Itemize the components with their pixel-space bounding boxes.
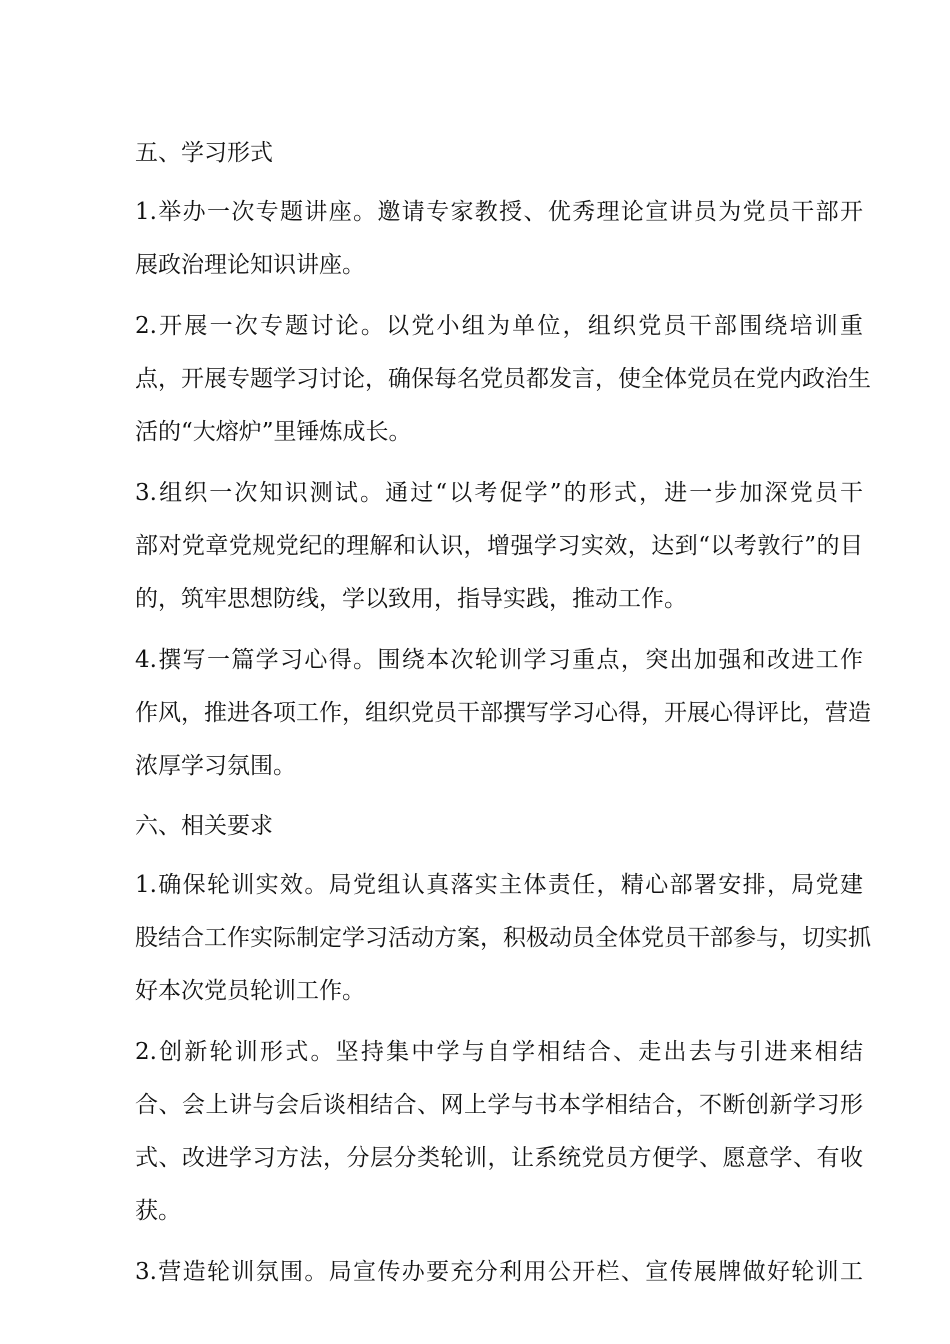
paragraph-line: 活的“大熔炉”里锤炼成长。	[135, 419, 412, 445]
paragraph-5-3	[87, 467, 863, 626]
paragraph-line: 展政治理论知识讲座。	[135, 252, 365, 278]
paragraph-line: 2.开展一次专题讨论。以党小组为单位，组织党员干部围绕培训重	[135, 313, 863, 339]
paragraph-line: 1.确保轮训实效。局党组认真落实主体责任，精心部署安排，局党建	[135, 872, 863, 898]
paragraph-6-2	[87, 1026, 863, 1238]
paragraph-line: 合、会上讲与会后谈相结合、网上学与书本学相结合，不断创新学习形	[135, 1092, 863, 1118]
section-heading-6: 六、相关要求	[135, 813, 273, 839]
paragraph-line: 1.举办一次专题讲座。邀请专家教授、优秀理论宣讲员为党员干部开	[135, 199, 863, 225]
paragraph-line: 的，筑牢思想防线，学以致用，指导实践，推动工作。	[135, 586, 687, 612]
paragraph-line: 股结合工作实际制定学习活动方案，积极动员全体党员干部参与，切实抓	[135, 925, 871, 951]
section-heading-5: 五、学习形式	[135, 140, 273, 166]
paragraph-6-3	[87, 1246, 863, 1299]
paragraph-line: 式、改进学习方法，分层分类轮训，让系统党员方便学、愿意学、有收	[135, 1145, 863, 1171]
paragraph-line: 作风，推进各项工作，组织党员干部撰写学习心得，开展心得评比，营造	[135, 700, 871, 726]
paragraph-line: 3.组织一次知识测试。通过“以考促学”的形式，进一步加深党员干	[135, 480, 863, 506]
paragraph-line: 部对党章党规党纪的理解和认识，增强学习实效，达到“以考敦行”的目	[135, 533, 863, 559]
paragraph-line: 浓厚学习氛围。	[135, 753, 296, 779]
paragraph-line: 4.撰写一篇学习心得。围绕本次轮训学习重点，突出加强和改进工作	[135, 647, 863, 673]
paragraph-line: 获。	[135, 1198, 181, 1224]
paragraph-line: 好本次党员轮训工作。	[135, 978, 365, 1004]
paragraph-line: 3.营造轮训氛围。局宣传办要充分利用公开栏、宣传展牌做好轮训工	[135, 1259, 863, 1285]
paragraph-5-1	[87, 186, 863, 292]
paragraph-6-1	[87, 859, 871, 1018]
document-page	[87, 128, 871, 1307]
paragraph-5-2	[87, 300, 871, 459]
paragraph-5-4	[87, 634, 871, 793]
paragraph-line: 点，开展专题学习讨论，确保每名党员都发言，使全体党员在党内政治生	[135, 366, 871, 392]
paragraph-line: 2.创新轮训形式。坚持集中学与自学相结合、走出去与引进来相结	[135, 1039, 863, 1065]
